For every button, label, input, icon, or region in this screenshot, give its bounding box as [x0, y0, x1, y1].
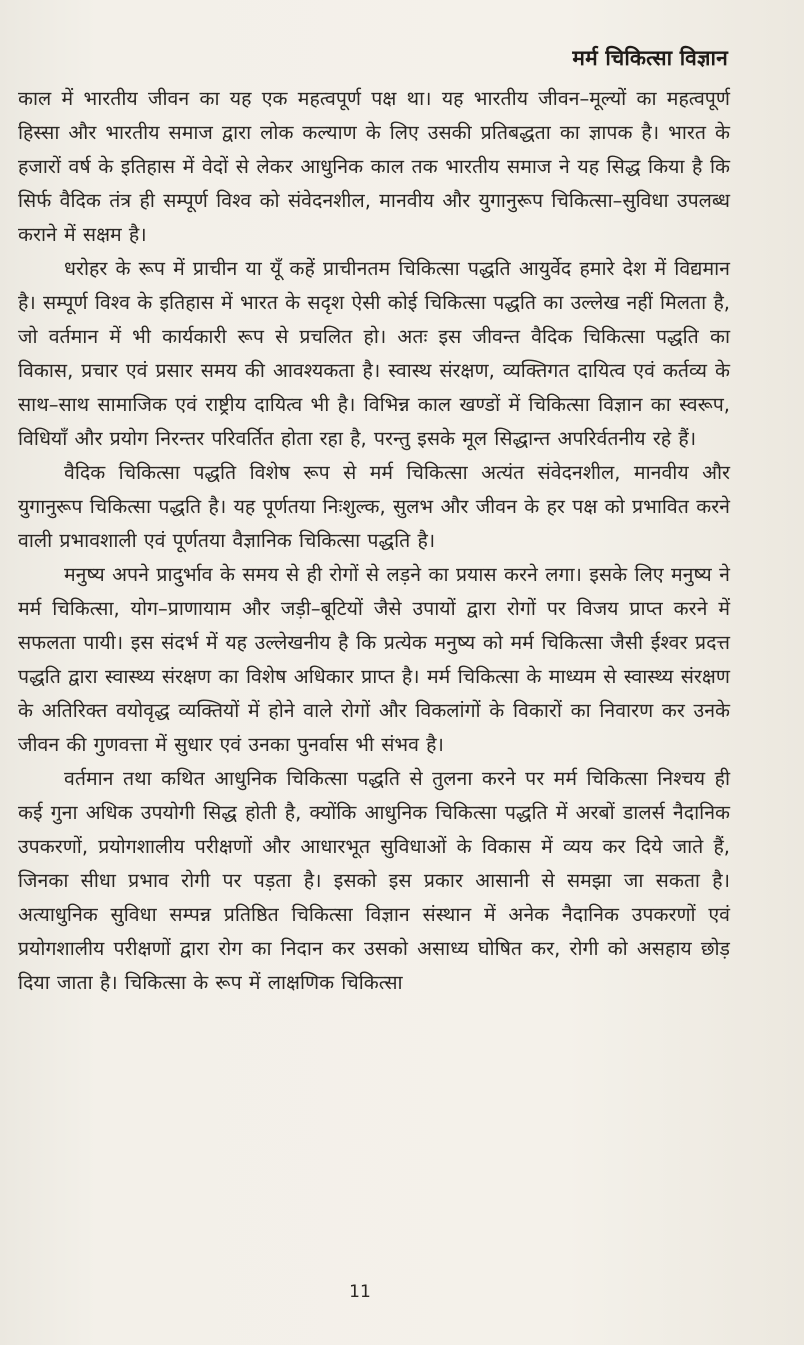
paragraph-5: वर्तमान तथा कथित आधुनिक चिकित्सा पद्धति से तुलना करने पर मर्म चिकित्सा निश्चय ही कई गुना अधिक उपयोगी सिद्ध होती है, क्योंकि आधुनिक चिकित्सा पद्धति में अरबों डालर्स नैदानिक उपकरणों, प्रयोगशालीय परीक्षणों और आधारभूत सुविधाओं के विकास में व्यय कर दिये जाते हैं, जिनका सीधा प्रभाव रोगी पर पड़ता है। इसको इस प्रकार आसानी से समझा जा सकता है। अत्याधुनिक सुविधा सम्पन्न प्रतिष्ठित चिकित्सा विज्ञान संस्थान में अनेक नैदानिक उपकरणों एवं प्रयोगशालीय परीक्षणों द्वारा रोग का निदान कर उसको असाध्य घोषित कर, रोगी को असहाय छोड़ दिया जाता है। चिकित्सा के रूप में लाक्षणिक चिकित्सा [18, 767, 730, 994]
paragraph-1: काल में भारतीय जीवन का यह एक महत्वपूर्ण पक्ष था। यह भारतीय जीवन–मूल्यों का महत्वपूर्ण हिस्सा और भारतीय समाज द्वारा लोक कल्याण के लिए उसकी प्रतिबद्धता का ज्ञापक है। भारत के हजारों वर्ष के इतिहास में वेदों से लेकर आधुनिक काल तक भारतीय समाज ने यह सिद्ध किया है कि सिर्फ वैदिक तंत्र ही सम्पूर्ण विश्व को संवेदनशील, मानवीय और युगानुरूप चिकित्सा–सुविधा उपलब्ध कराने में सक्षम है। [18, 87, 730, 246]
running-header: मर्म चिकित्सा विज्ञान [572, 46, 728, 70]
body-text [18, 82, 730, 1000]
page-number: 11 [349, 1282, 371, 1302]
paragraph-4: मनुष्य अपने प्रादुर्भाव के समय से ही रोगों से लड़ने का प्रयास करने लगा। इसके लिए मनुष्य ने मर्म चिकित्सा, योग–प्राणायाम और जड़ी–बूटियों जैसे उपायों द्वारा रोगों पर विजय प्राप्त करने में सफलता पायी। इस संदर्भ में यह उल्लेखनीय है कि प्रत्येक मनुष्य को मर्म चिकित्सा जैसी ईश्वर प्रदत्त पद्धति द्वारा स्वास्थ्य संरक्षण का विशेष अधिकार प्राप्त है। मर्म चिकित्सा के माध्यम से स्वास्थ्य संरक्षण के अतिरिक्त वयोवृद्ध व्यक्तियों में होने वाले रोगों और विकलांगों के विकारों का निवारण कर उनके जीवन की गुणवत्ता में सुधार एवं उनका पुनर्वास भी संभव है। [18, 563, 730, 756]
paragraph-2: धरोहर के रूप में प्राचीन या यूँ कहें प्राचीनतम चिकित्सा पद्धति आयुर्वेद हमारे देश में विद्यमान है। सम्पूर्ण विश्व के इतिहास में भारत के सदृश ऐसी कोई चिकित्सा पद्धति का उल्लेख नहीं मिलता है, जो वर्तमान में भी कार्यकारी रूप से प्रचलित हो। अतः इस जीवन्त वैदिक चिकित्सा पद्धति का विकास, प्रचार एवं प्रसार समय की आवश्यकता है। स्वास्थ संरक्षण, व्यक्तिगत दायित्व एवं कर्तव्य के साथ–साथ सामाजिक एवं राष्ट्रीय दायित्व भी है। विभिन्न काल खण्डों में चिकित्सा विज्ञान का स्वरूप, विधियाँ और प्रयोग निरन्तर परिवर्तित होता रहा है, परन्तु इसके मूल सिद्धान्त अपरिर्वतनीय रहे हैं। [18, 257, 730, 450]
paragraph-3: वैदिक चिकित्सा पद्धति विशेष रूप से मर्म चिकित्सा अत्यंत संवेदनशील, मानवीय और युगानुरूप चिकित्सा पद्धति है। यह पूर्णतया निःशुल्क, सुलभ और जीवन के हर पक्ष को प्रभावित करने वाली प्रभावशाली एवं पूर्णतया वैज्ञानिक चिकित्सा पद्धति है। [18, 461, 730, 552]
